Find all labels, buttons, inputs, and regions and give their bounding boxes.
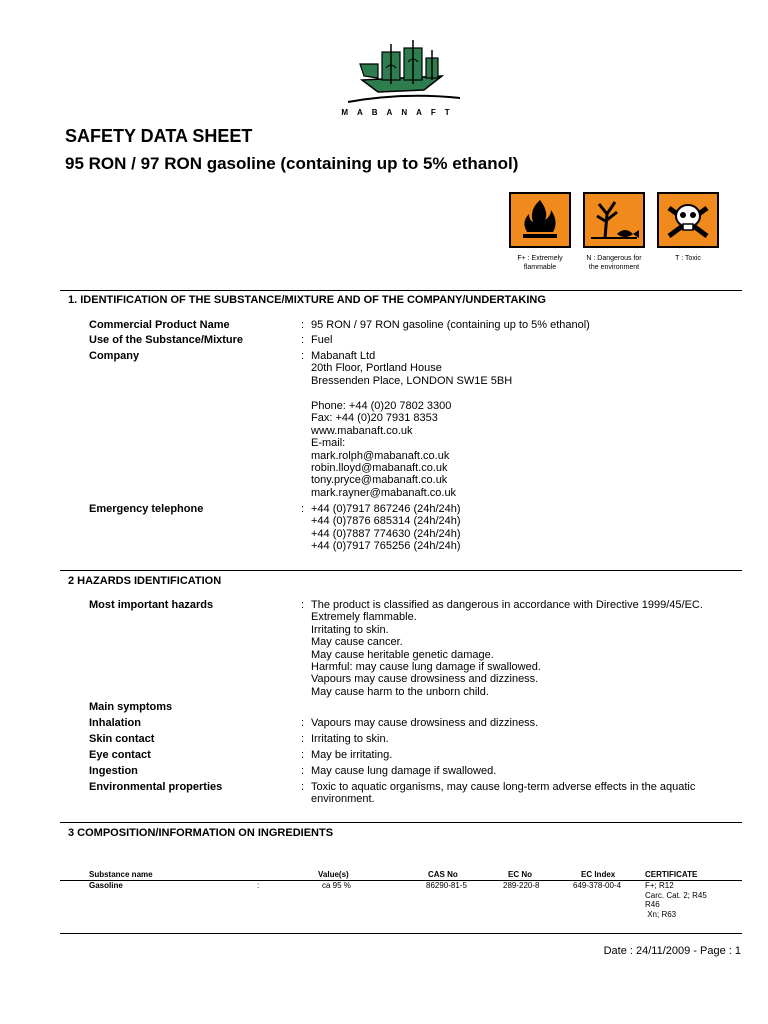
colon-sep: :	[301, 503, 305, 515]
col-cas-no: CAS No	[428, 870, 458, 879]
skin-contact-value: Irritating to skin.	[311, 733, 389, 745]
emergency-label: Emergency telephone	[89, 503, 204, 515]
skin-contact-label: Skin contact	[89, 733, 155, 745]
colon-sep: :	[301, 599, 305, 611]
footer-date-page: Date : 24/11/2009 - Page : 1	[603, 945, 741, 957]
ingestion-value: May cause lung damage if swallowed.	[311, 765, 497, 777]
emergency-phones: +44 (0)7917 867246 (24h/24h) +44 (0)7876 685314 (24h/24h) +44 (0)7887 774630 (24h/24h) +44 (0)7917 765256 (24h/24h)	[311, 503, 461, 553]
colon-sep: :	[301, 749, 305, 761]
company-contacts: Phone: +44 (0)20 7802 3300 Fax: +44 (0)20 7931 8353 www.mabanaft.co.uk E-mail: mark.rolph@mabanaft.co.uk robin.lloyd@mabanaft.co.uk tony.pryce@mabanaft.co.uk mark.rayner@mabanaft.co.uk	[311, 400, 457, 499]
colon-sep: :	[301, 319, 305, 331]
hazard-extremely-flammable: F+ : Extremely flammable	[509, 192, 571, 272]
colon-sep: :	[301, 765, 305, 777]
inhalation-label: Inhalation	[89, 717, 141, 729]
col-values: Value(s)	[318, 870, 349, 879]
section-3-heading: 3 COMPOSITION/INFORMATION ON INGREDIENTS	[68, 827, 334, 839]
colon-sep: :	[301, 334, 305, 346]
table-cell-name: Gasoline	[89, 881, 123, 890]
eye-contact-label: Eye contact	[89, 749, 151, 761]
section-divider	[60, 570, 742, 571]
section-divider	[60, 290, 742, 291]
hazard-dangerous-environment: N : Dangerous for the environment	[583, 192, 645, 272]
hazard-toxic: T : Toxic	[657, 192, 719, 263]
flame-icon	[511, 194, 569, 246]
table-cell-certificate: F+; R12 Carc. Cat. 2; R45 R46 Xn; R63	[645, 881, 707, 919]
colon-sep: :	[301, 717, 305, 729]
logo-wordmark: MABANAFT	[341, 108, 459, 117]
ingestion-label: Ingestion	[89, 765, 138, 777]
col-substance-name: Substance name	[89, 870, 153, 879]
section-divider	[60, 933, 742, 934]
hazards-list: The product is classified as dangerous in accordance with Directive 1999/45/EC. Extremely flammable. Irritating to skin. May cause cancer. May cause heritable genetic damage. Harmful: may cause lung damage if swallowed. Vapours may cause drowsiness and dizziness. May cause harm to the unborn child.	[311, 599, 703, 698]
table-cell-sep: :	[257, 881, 260, 890]
section-divider	[60, 822, 742, 823]
colon-sep: :	[301, 733, 305, 745]
colon-sep: :	[301, 781, 305, 793]
environmental-value: Toxic to aquatic organisms, may cause long-term adverse effects in the aquatic environment.	[311, 781, 696, 806]
environmental-label: Environmental properties	[89, 781, 223, 793]
col-ec-index: EC Index	[581, 870, 616, 879]
company-label: Company	[89, 350, 140, 362]
dead-tree-fish-icon	[585, 194, 643, 246]
skull-crossbones-icon	[659, 194, 717, 246]
eye-contact-value: May be irritating.	[311, 749, 393, 761]
table-cell-ec: 289-220-8	[503, 881, 540, 890]
hazards-label: Most important hazards	[89, 599, 214, 611]
table-cell-value: ca 95 %	[322, 881, 351, 890]
inhalation-value: Vapours may cause drowsiness and dizziness.	[311, 717, 539, 729]
commercial-product-label: Commercial Product Name	[89, 319, 230, 331]
table-header-rule	[60, 880, 742, 881]
col-certificate: CERTIFICATE	[645, 870, 698, 879]
commercial-product-value: 95 RON / 97 RON gasoline (containing up to 5% ethanol)	[311, 319, 590, 331]
document-title: SAFETY DATA SHEET	[65, 126, 253, 146]
company-address: Mabanaft Ltd 20th Floor, Portland House Bressenden Place, LONDON SW1E 5BH	[311, 350, 513, 387]
use-label: Use of the Substance/Mixture	[89, 334, 244, 346]
section-2-heading: 2 HAZARDS IDENTIFICATION	[68, 575, 222, 587]
colon-sep: :	[301, 350, 305, 362]
section-1-heading: 1. IDENTIFICATION OF THE SUBSTANCE/MIXTURE AND OF THE COMPANY/UNDERTAKING	[68, 294, 546, 306]
use-value: Fuel	[311, 334, 333, 346]
main-symptoms-label: Main symptoms	[89, 701, 173, 713]
table-cell-cas: 86290-81-5	[426, 881, 467, 890]
table-cell-index: 649-378-00-4	[573, 881, 622, 890]
document-subtitle: 95 RON / 97 RON gasoline (containing up to 5% ethanol)	[65, 154, 519, 173]
col-ec-no: EC No	[508, 870, 532, 879]
